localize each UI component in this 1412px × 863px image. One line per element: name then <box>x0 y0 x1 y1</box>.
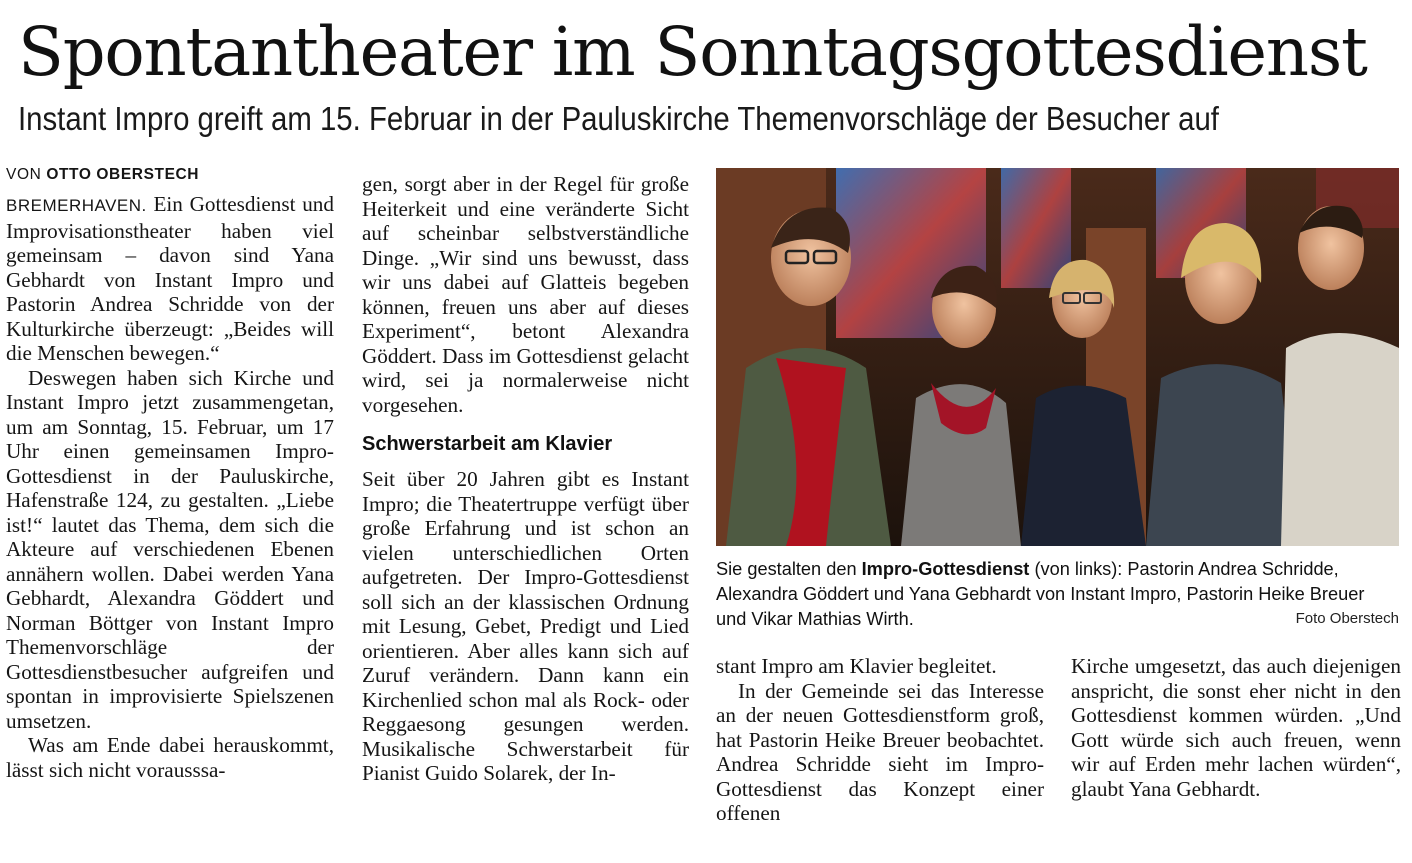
photo-credit: Foto Oberstech <box>1295 610 1399 627</box>
article-photo <box>716 168 1399 546</box>
article-headline: Spontantheater im Sonntagsgottesdienst <box>18 13 1367 91</box>
article-column-2 <box>362 172 689 844</box>
byline <box>6 164 334 186</box>
paragraph-5-continued: Kirche umgesetzt, das auch diejenigen anspricht, die sonst eher nicht in den Gottesdienst kommen würden. „Und Gott würde sich auch freuen, wenn wir auf Erden mehr lachen würden“, glaubt Yana Gebhardt. <box>1071 654 1401 801</box>
article-column-4 <box>1071 654 1401 844</box>
caption-emphasis: Impro-Gottesdienst <box>861 559 1030 579</box>
paragraph-4-continued: stant Impro am Klavier begleitet. <box>716 654 997 678</box>
dateline: BREMERHAVEN. <box>6 196 147 215</box>
byline-author: OTTO OBERSTECH <box>46 166 200 183</box>
caption-text-end: (von links): Pastorin Andrea Schridde, Alexandra Göddert und Yana Gebhardt von Instant Impro, Pastorin Heike Breuer und Vikar Mathias Wirth. <box>716 559 1365 629</box>
paragraph-3-continued: gen, sorgt aber in der Regel für große Heiterkeit und eine veränderte Sicht auf scheinbar selbstverständliche Dinge. „Wir sind uns bewusst, dass wir uns dabei auf Glatteis begeben können, freuen uns aber auf dieses Experiment“, betont Alexandra Göddert. Dass im Gottesdienst gelacht wird, sei ja normalerweise nicht vorgesehen. <box>362 172 689 417</box>
paragraph-4: Seit über 20 Jahren gibt es Instant Impro; die Theatertruppe verfügt über große Erfahrung und ist schon an vielen unterschiedlichen Orten aufgetreten. Der Impro-Gottesdienst soll sich an der klassischen Ordnung mit Lesung, Gebet, Predigt und Lied orientieren. Aber alles kann sich auf Zuruf verändern. Dann kann ein Kirchenlied schon mal als Rock- oder Reggaesong gesungen werden. Musikalische Schwerstarbeit für Pianist Guido Solarek, der In- <box>362 467 689 785</box>
paragraph-3-start: Was am Ende dabei herauskommt, lässt sich nicht vorausssa- <box>6 733 334 782</box>
article-subheadline: Instant Impro greift am 15. Februar in der Pauluskirche Themenvorschläge der Besucher auf <box>18 100 1219 137</box>
byline-prefix: VON <box>6 166 42 183</box>
paragraph-5: In der Gemeinde sei das Interesse an der neuen Gottesdienstform groß, hat Pastorin Heike Breuer beobachtet. Andrea Schridde sieht im Impro-Gottesdienst das Konzept einer offenen <box>716 678 1044 825</box>
article-column-1 <box>6 164 334 844</box>
paragraph-1-text: Ein Gottesdienst und Improvisationstheater haben viel gemeinsam – davon sind Yana Gebhardt von Instant Impro und Pastorin Andrea Schridde von der Kulturkirche überzeugt: „Beides will die Menschen bewegen.“ <box>6 192 334 365</box>
article-column-3 <box>716 654 1044 844</box>
group-portrait-image <box>716 168 1399 546</box>
paragraph-intro <box>6 192 334 366</box>
section-subhead: Schwerstarbeit am Klavier <box>362 433 613 455</box>
caption-text-start: Sie gestalten den <box>716 559 857 579</box>
paragraph-2: Deswegen haben sich Kirche und Instant Impro jetzt zusammengetan, um am Sonntag, 15. Februar, um 17 Uhr einen gemeinsamen Impro-Gottesdienst in der Pauluskirche, Hafenstraße 124, zu gestalten. „Liebe ist!“ lautet das Thema, dem sich die Akteure auf verschiedenen Ebenen annähern wollen. Dabei werden Yana Gebhardt, Alexandra Göddert und Norman Böttger von Instant Impro Themenvorschläge der Gottesdienstbesucher aufgreifen und spontan in improvisierte Spielszenen umsetzen. <box>6 365 334 733</box>
